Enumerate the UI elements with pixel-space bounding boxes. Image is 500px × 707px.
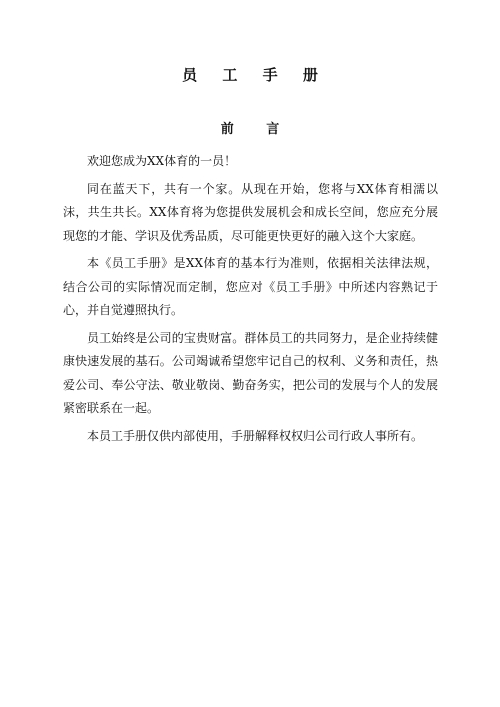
section-heading: 前 言 (220, 122, 294, 137)
paragraph-internal-use: 本员工手册仅供内部使用，手册解释权权归公司行政人事所有。 (87, 428, 424, 443)
paragraph-employees: 员工始终是公司的宝贵财富。群体员工的共同努力，是企业持续健康快速发展的基石。公司竭诚希望您牢记自己的权利、义务和责任，热爱公司、奉公守法、敬业敬岗、勤奋务实，把公司的发展与个人的发展紧密联系在一起。 (63, 330, 438, 415)
paragraph-growth: 同在蓝天下，共有一个家。从现在开始，您将与XX体育相濡以沫，共生共长。XX体育将为您提供发展机会和成长空间，您应充分展现您的才能、学识及优秀品质，尽可能更快更好的融入这个大家庭。 (63, 181, 438, 243)
paragraph-welcome: 欢迎您成为XX体育的一员！ (87, 154, 237, 168)
paragraph-handbook-rules: 本《员工手册》是XX体育的基本行为准则，依据相关法律法规，结合公司的实际情况而定制，您应对《员工手册》中所述内容熟记于心，并自觉遵照执行。 (63, 256, 438, 317)
document-body (63, 150, 438, 452)
document-title: 员 工 手 册 (182, 66, 328, 84)
